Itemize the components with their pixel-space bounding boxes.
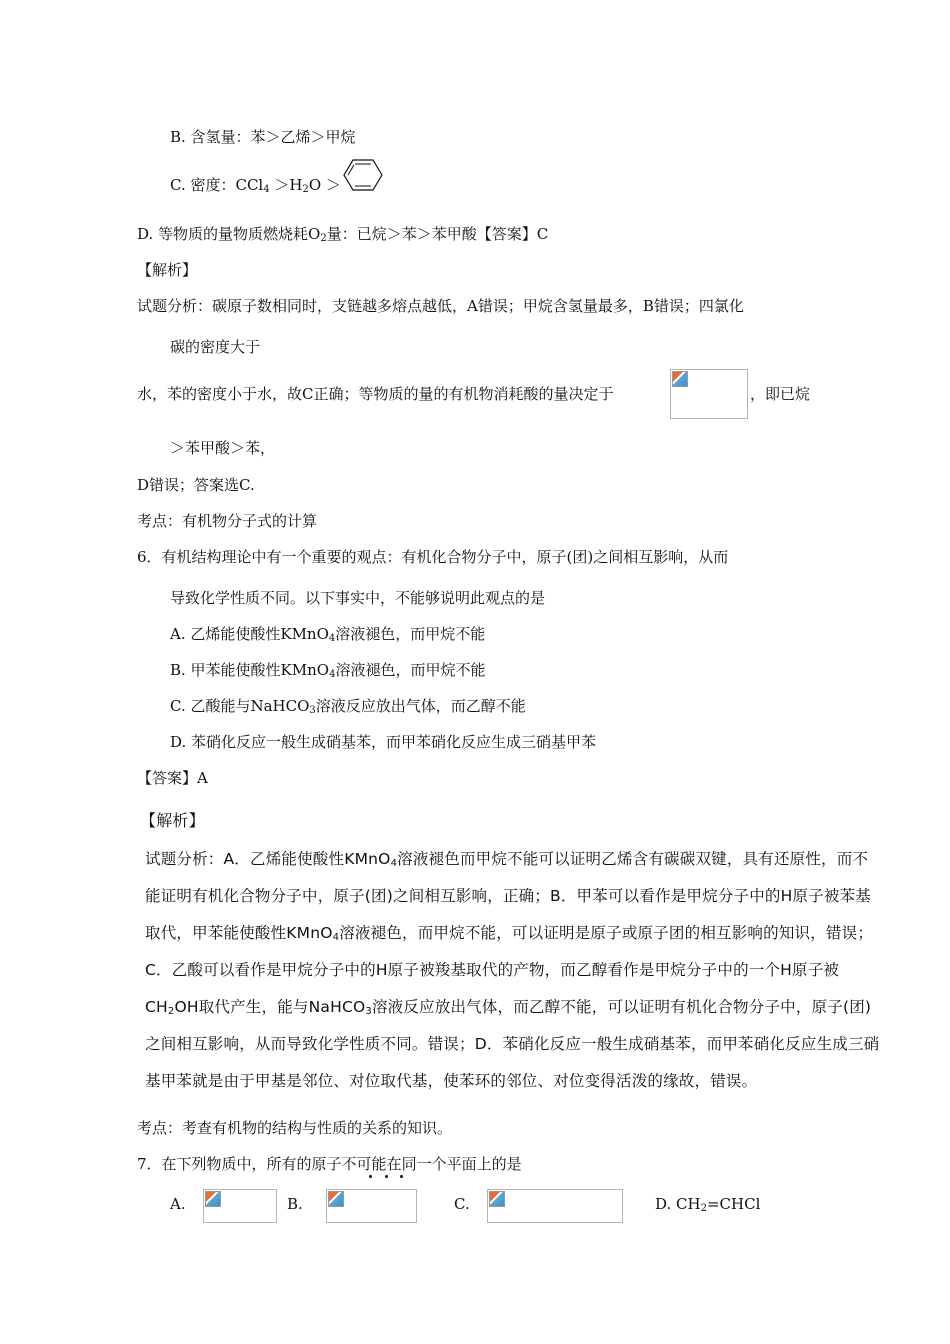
q6-analysis-line-1 [145, 849, 868, 874]
q6-a5-pre: CH [145, 998, 168, 1016]
q5-analysis-line-5: D错误；答案选C. [137, 476, 255, 494]
q5-optc-sub1: 4 [263, 184, 270, 195]
q6-opta-pre: A. 乙烯能使酸性KMnO [170, 625, 329, 643]
q5-option-b-text: B. 含氢量：苯＞乙烯＞甲烷 [170, 128, 356, 146]
q5-option-c [170, 175, 341, 200]
q5-optc-mid: ＞H [269, 176, 303, 194]
q6-a3-sub: 4 [332, 932, 340, 943]
broken-image-icon [205, 1191, 221, 1207]
q5-option-b [170, 127, 356, 147]
q5-option-d [137, 224, 548, 249]
q7-optd-pre: D. CH [655, 1195, 701, 1213]
q6-option-b [170, 660, 485, 685]
q6-a5-sub1: 2 [167, 1006, 175, 1017]
q6-option-d: D. 苯硝化反应一般生成硝基苯，而甲苯硝化反应生成三硝基甲苯 [170, 733, 597, 751]
q6-a3-pre: 取代，甲苯能使酸性KMnO [145, 924, 333, 942]
q6-optb-pre: B. 甲苯能使酸性KMnO [170, 661, 330, 679]
q6-optb-post: 溶液褪色，而甲烷不能 [335, 661, 486, 679]
q5-optd-tail: 量：已烷＞苯＞苯甲酸【答案】C [326, 225, 549, 243]
q6-a3-post: 溶液褪色，而甲烷不能，可以证明是原子或原子团的相互影响的知识，错误； [339, 924, 874, 942]
q5-optc-sub2: 2 [302, 184, 309, 195]
q6-stem-line-1: 6．有机结构理论中有一个重要的观点：有机化合物分子中，原子(团)之间相互影响，从而 [137, 548, 729, 566]
q5-optd-prefix: D. 等物质的量物质燃烧耗O [137, 225, 321, 243]
q6-opta-post: 溶液褪色，而甲烷不能 [335, 625, 486, 643]
q6-opta-sub: 4 [328, 633, 336, 644]
q6-analysis-line-4: C．乙酸可以看作是甲烷分子中的H原子被羧基取代的产物，而乙醇看作是甲烷分子中的一个H原子被 [145, 961, 840, 979]
q5-optc-tail: O ＞ [308, 176, 341, 194]
q7-optd-sub: 2 [700, 1203, 707, 1214]
q6-analysis-line-2: 能证明有机化合物分子中，原子(团)之间相互影响，正确；B．甲苯可以看作是甲烷分子中的H原子被苯基 [145, 887, 871, 905]
q5-kaodian: 考点：有机物分子式的计算 [137, 512, 318, 530]
q5-jiexi-label: 【解析】 [137, 261, 198, 279]
q7-option-b-label: B. [287, 1195, 303, 1213]
emphasis-dot [385, 1175, 388, 1178]
q6-jiexi-label: 【解析】 [140, 811, 205, 830]
q6-a1-post: 溶液褪色而甲烷不能可以证明乙烯含有碳碳双键，具有还原性，而不 [397, 850, 869, 868]
q7-option-a-image [203, 1189, 277, 1223]
q6-optb-sub: 4 [329, 669, 336, 680]
q6-kaodian: 考点：考查有机物的结构与性质的关系的知识。 [137, 1119, 453, 1137]
q6-option-c [170, 696, 526, 721]
q7-option-c-label: C. [454, 1195, 470, 1213]
q6-a5-post: 溶液反应放出气体，而乙醇不能，可以证明有机化合物分子中，原子(团) [371, 998, 872, 1016]
q5-analysis-line-4: ＞苯甲酸＞苯， [170, 439, 276, 457]
q5-analysis-line-3b: ，即已烷 [750, 385, 811, 403]
q6-analysis-line-6: 之间相互影响，从而导致化学性质不同。错误；D．苯硝化反应一般生成硝基苯，而甲苯硝化反应生成三硝 [145, 1035, 880, 1053]
q7-option-c-image [487, 1189, 623, 1223]
q6-optc-sub: 3 [309, 705, 316, 716]
q5-optc-prefix: C. 密度：CCl [170, 176, 264, 194]
q7-stem-post: 在同一个平面上的是 [386, 1155, 522, 1173]
q5-analysis-line-1: 试题分析：碳原子数相同时，支链越多熔点越低，A错误；甲烷含氢量最多，B错误；四氯化 [137, 297, 744, 315]
formula-image-placeholder [670, 369, 748, 419]
q6-a1-sub: 4 [390, 858, 398, 869]
broken-image-icon [672, 371, 688, 387]
emphasis-dot [369, 1175, 372, 1178]
q6-optc-post: 溶液反应放出气体，而乙醇不能 [315, 697, 526, 715]
q7-stem [137, 1154, 522, 1174]
q5-analysis-line-3a: 水，苯的密度小于水，故C正确；等物质的量的有机物消耗酸的量决定于 [137, 385, 614, 403]
q7-option-d [655, 1194, 760, 1219]
q6-a5-sub2: 3 [365, 1006, 372, 1017]
q6-a1-pre: 试题分析：A．乙烯能使酸性KMnO [145, 850, 391, 868]
q6-a5-mid: OH取代产生，能与NaHCO [174, 998, 366, 1016]
q6-analysis-line-3 [145, 923, 873, 948]
q7-option-b-image [326, 1189, 417, 1223]
q5-analysis-line-2: 碳的密度大于 [170, 338, 261, 356]
q7-option-a-label: A. [170, 1195, 186, 1213]
q6-analysis-line-7: 基甲苯就是由于甲基是邻位、对位取代基，使苯环的邻位、对位变得活泼的缘故，错误。 [145, 1072, 758, 1090]
q7-optd-post: =CHCl [706, 1195, 761, 1213]
broken-image-icon [489, 1191, 505, 1207]
emphasis-dot [400, 1175, 403, 1178]
broken-image-icon [328, 1191, 344, 1207]
q6-option-a [170, 624, 485, 649]
q6-analysis-line-5 [145, 997, 871, 1022]
benzene-ring-icon [342, 158, 384, 192]
q5-optd-sub: 2 [320, 233, 327, 244]
q7-stem-pre: 7．在下列物质中，所有的原子 [137, 1155, 342, 1173]
q6-optc-pre: C. 乙酸能与NaHCO [170, 697, 310, 715]
q6-answer: 【答案】A [137, 769, 208, 787]
q7-stem-emphasis: 不可能 [341, 1155, 387, 1173]
q6-stem-line-2: 导致化学性质不同。以下事实中，不能够说明此观点的是 [170, 589, 546, 607]
